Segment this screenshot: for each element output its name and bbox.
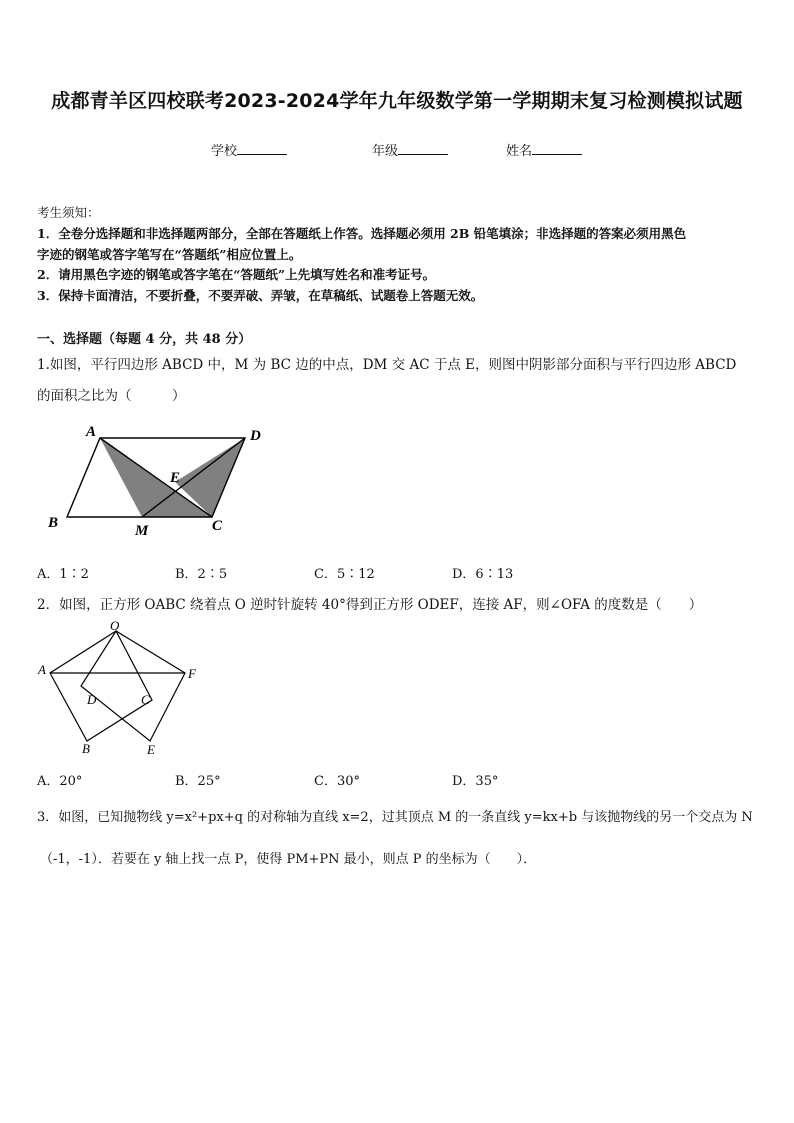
- q2-label-a: A: [38, 662, 46, 677]
- section-heading: 一、选择题（每题 4 分，共 48 分）: [37, 332, 252, 347]
- q1-option-a: A．1∶2: [37, 567, 89, 582]
- q2-option-c: C．30°: [314, 774, 360, 789]
- q2-label-e: E: [147, 742, 155, 757]
- q1-label-c: C: [212, 518, 223, 534]
- q1-label-d: D: [250, 428, 261, 444]
- page-title: 成都青羊区四校联考2023-2024学年九年级数学第一学期期末复习检测模拟试题: [51, 90, 743, 112]
- q2-label-d: D: [87, 692, 97, 707]
- q1-parallelogram-figure: [40, 418, 280, 543]
- school-label: 学校: [211, 144, 238, 159]
- q1-label-e: E: [170, 470, 181, 486]
- name-field: [506, 140, 582, 159]
- q2-label-o: O: [110, 618, 120, 633]
- notice-heading: 考生须知：: [37, 205, 100, 220]
- q2-square-odef: [81, 631, 185, 741]
- q1-label-a: A: [86, 424, 97, 440]
- q3-line-1: 3．如图，已知抛物线 y=x²+px+q 的对称轴为直线 x=2，过其顶点 M 的一条直线 y=kx+b 与该抛物线的另一个交点为 N: [37, 810, 753, 825]
- q1-option-c: C．5∶12: [314, 567, 375, 582]
- q2-square-oabc: [50, 631, 152, 741]
- q1-line-2: 的面积之比为（ ）: [37, 388, 186, 404]
- school-field: [211, 140, 287, 159]
- q2-label-c: C: [141, 692, 150, 707]
- q1-label-m: M: [135, 523, 149, 539]
- q2-line-1: 2．如图，正方形 OABC 绕着点 O 逆时针旋转 40°得到正方形 ODEF，连接 AF，则∠OFA 的度数是（ ）: [37, 597, 703, 613]
- q2-option-a: A．20°: [37, 774, 83, 789]
- notice-line-3: 2．请用黑色字迹的钢笔或答字笔在“答题纸”上先填写姓名和准考证号。: [37, 267, 436, 282]
- q3-line-2: （-1，-1）．若要在 y 轴上找一点 P，使得 PM+PN 最小，则点 P 的坐标为（ ）．: [40, 852, 537, 867]
- q2-option-b: B．25°: [175, 774, 221, 789]
- q2-label-f: F: [188, 666, 196, 681]
- q1-label-b: B: [48, 515, 59, 531]
- grade-blank: [398, 142, 448, 155]
- grade-label: 年级: [372, 144, 399, 159]
- name-label: 姓名: [506, 144, 533, 159]
- q1-line-1: 1.如图，平行四边形 ABCD 中，M 为 BC 边的中点，DM 交 AC 于点 E，则图中阴影部分面积与平行四边形 ABCD: [37, 357, 737, 373]
- q1-option-d: D．6∶13: [452, 567, 514, 582]
- name-blank: [532, 142, 582, 155]
- school-blank: [237, 142, 287, 155]
- grade-field: [372, 140, 448, 159]
- notice-line-1: 1．全卷分选择题和非选择题两部分，全部在答题纸上作答。选择题必须用 2B 铅笔填涂；非选择题的答案必须用黑色: [37, 226, 687, 241]
- q2-option-d: D．35°: [452, 774, 499, 789]
- q2-label-b: B: [82, 741, 90, 756]
- q1-option-b: B．2∶5: [175, 567, 228, 582]
- notice-line-2: 字迹的钢笔或答字笔写在“答题纸”相应位置上。: [37, 247, 302, 262]
- q2-squares-figure: [35, 616, 205, 761]
- notice-line-4: 3．保持卡面清洁，不要折叠，不要弄破、弄皱，在草稿纸、试题卷上答题无效。: [37, 288, 484, 303]
